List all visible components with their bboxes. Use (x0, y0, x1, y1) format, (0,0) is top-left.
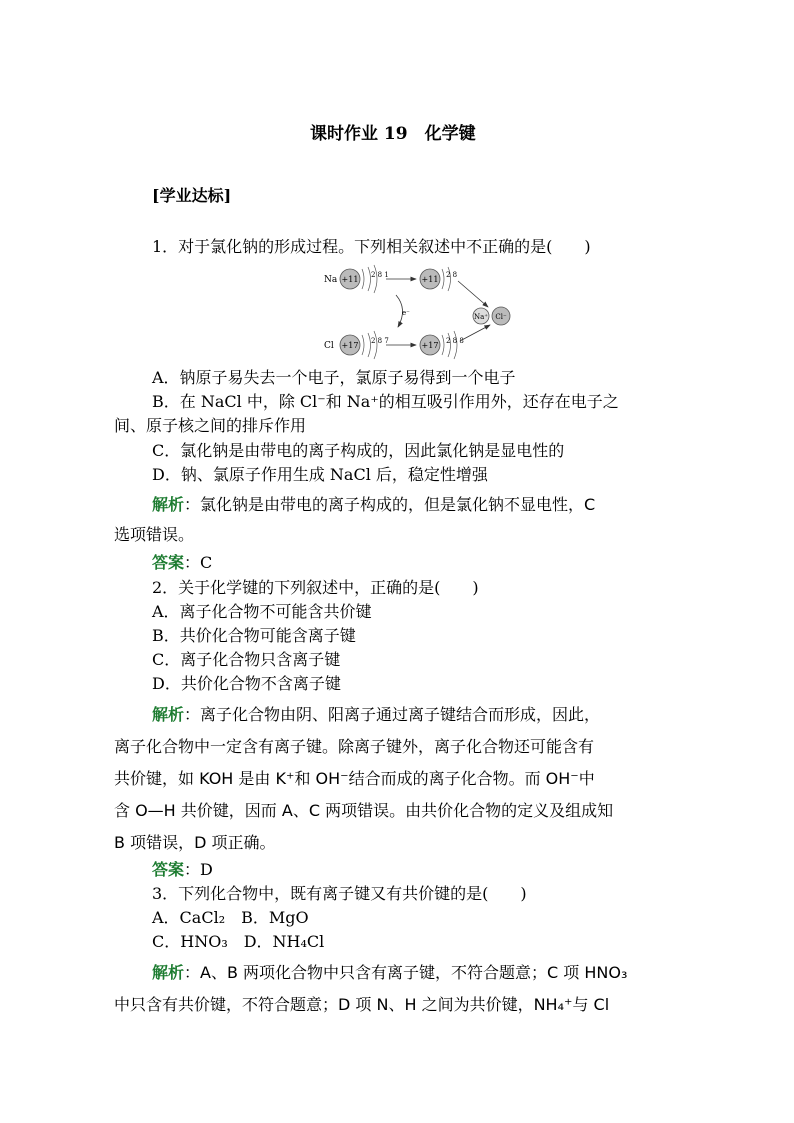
q1-option-a: A．钠原子易失去一个电子，氯原子易得到一个电子 (152, 368, 516, 387)
q3-explanation-label: 解析 (152, 963, 185, 982)
q1-answer (152, 553, 212, 573)
cl-ion-shells-arcs (442, 331, 457, 359)
q3-options-ab: A．CaCl₂ B．MgO (152, 908, 309, 927)
cl-label: Cl (324, 341, 334, 351)
q2-explanation-line4: 含 O—H 共价键，因而 A、C 两项错误。由共价化合物的定义及组成知 (114, 801, 614, 820)
q2-option-c: C．离子化合物只含离子键 (152, 650, 341, 669)
cl-ion-shells: 2 8 8 (446, 337, 464, 345)
cl-core: +17 (341, 341, 359, 350)
q1-explanation-line2: 选项错误。 (114, 525, 195, 544)
na-label: Na (324, 275, 338, 285)
q3-options-cd: C．HNO₃ D．NH₄Cl (152, 932, 325, 951)
na-ion-arrow (458, 281, 488, 307)
na-shells: 2 8 1 (371, 271, 389, 279)
q3-explanation-text: ：A、B 两项化合物中只含有离子键，不符合题意；C 项 HNO₃ (184, 963, 628, 982)
q1-stem: 1．对于氯化钠的形成过程。下列相关叙述中不正确的是( ) (152, 237, 591, 256)
na-shells-arcs (362, 265, 377, 293)
cl-ion-arrow (460, 325, 490, 341)
cl-ion-core: +17 (421, 341, 439, 350)
product-na-label: Na⁺ (474, 313, 488, 321)
q2-explanation-line2: 离子化合物中一定含有离子键。除离子键外，离子化合物还可能含有 (114, 737, 595, 756)
q2-explanation-text: ：离子化合物由阴、阳离子通过离子键结合而形成，因此， (184, 705, 601, 724)
cl-shells-arcs (362, 331, 377, 359)
q1-answer-value: ：C (184, 553, 213, 572)
q1-explanation-label: 解析 (152, 495, 185, 514)
q2-explanation-label: 解析 (152, 705, 185, 724)
na-ion-core: +11 (421, 275, 439, 284)
cl-shells: 2 8 7 (371, 337, 389, 345)
q2-answer-label: 答案 (152, 860, 185, 879)
q2-answer (152, 860, 213, 880)
q1-option-d: D．钠、氯原子作用生成 NaCl 后，稳定性增强 (152, 465, 488, 484)
q2-stem: 2．关于化学键的下列叙述中，正确的是( ) (152, 578, 479, 597)
q1-option-c: C．氯化钠是由带电的离子构成的，因此氯化钠是显电性的 (152, 441, 565, 460)
product-cl-label: Cl⁻ (495, 313, 507, 321)
q2-option-b: B．共价化合物可能含离子键 (152, 626, 356, 645)
page-title: 课时作业 19 化学键 (310, 124, 476, 144)
q1-answer-label: 答案 (152, 553, 185, 572)
q2-explanation-line5: B 项错误，D 项正确。 (114, 833, 276, 852)
q1-option-b-line2: 间、原子核之间的排斥作用 (114, 416, 307, 435)
q2-explanation-line1 (152, 705, 600, 725)
section-header: [学业达标] (152, 186, 232, 205)
q3-stem: 3．下列化合物中，既有离子键又有共价键的是( ) (152, 884, 527, 903)
q1-explanation-text: ：氯化钠是由带电的离子构成的，但是氯化钠不显电性，C (184, 495, 596, 514)
q2-option-d: D．共价化合物不含离子键 (152, 674, 341, 693)
q2-option-a: A．离子化合物不可能含共价键 (152, 602, 372, 621)
ionic-bond-diagram (318, 263, 518, 363)
q1-option-b-line1: B．在 NaCl 中，除 Cl⁻和 Na⁺的相互吸引作用外，还存在电子之 (152, 392, 619, 411)
na-core: +11 (341, 275, 359, 284)
na-ion-shells: 2 8 (446, 271, 458, 279)
q1-explanation-line1 (152, 495, 595, 515)
q3-explanation-line1 (152, 963, 627, 983)
q2-answer-value: ：D (184, 860, 213, 879)
q2-explanation-line3: 共价键，如 KOH 是由 K⁺和 OH⁻结合而成的离子化合物。而 OH⁻中 (114, 769, 595, 788)
q3-explanation-line2: 中只含有共价键，不符合题意；D 项 N、H 之间为共价键，NH₄⁺与 Cl (114, 995, 610, 1014)
electron-label: e⁻ (402, 309, 410, 317)
